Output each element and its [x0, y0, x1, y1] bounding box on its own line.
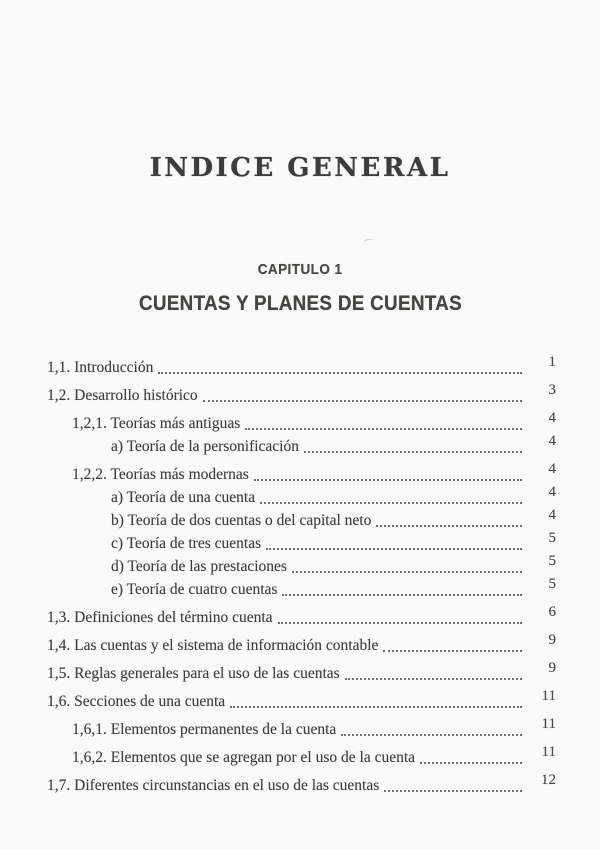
toc-entry: [47, 746, 556, 769]
toc-entry-page-number: 5: [548, 553, 556, 569]
toc-entry-label: 1,6,1. Elementos permanentes de la cuenta: [72, 721, 337, 738]
toc-entry-label: 1,6,2. Elementos que se agregan por el uso de la cuenta: [72, 749, 416, 766]
dotted-leader: [304, 451, 522, 453]
toc-entry-label: 1,6. Secciones de una cuenta: [47, 693, 226, 710]
toc-entry-label: c) Teoría de tres cuentas: [111, 535, 262, 552]
toc-entry-label: 1,3. Definiciones del término cuenta: [47, 609, 273, 626]
toc-entry: [47, 412, 556, 435]
toc-entry-label: b) Teoría de dos cuentas o del capital neto: [111, 512, 372, 529]
toc-entry-label: 1,2. Desarrollo histórico: [47, 387, 198, 404]
chapter-title: [0, 292, 600, 316]
toc-entry-label: 1,1. Introducción: [47, 359, 154, 376]
toc-entry-page-number: 4: [548, 484, 556, 500]
chapter-label-text: CAPITULO 1: [257, 261, 343, 278]
toc-entry: [47, 463, 556, 486]
toc-entry: [47, 555, 556, 578]
toc-entry: [47, 509, 556, 532]
dotted-leader: [292, 571, 522, 573]
dotted-leader: [230, 706, 522, 708]
toc-entry-label: 1,7. Diferentes circunstancias en el uso de las cuentas: [47, 777, 380, 794]
dotted-leader: [158, 372, 522, 374]
toc-entry-page-number: 6: [548, 604, 556, 620]
chapter-label: [0, 261, 600, 278]
dotted-leader: [420, 762, 522, 764]
toc-entry-label: e) Teoría de cuatro cuentas: [111, 581, 278, 598]
toc-entry-page-number: 4: [548, 507, 556, 523]
dotted-leader: [345, 678, 522, 680]
toc-entry-page-number: 9: [548, 632, 556, 648]
chapter-title-text: CUENTAS Y PLANES DE CUENTAS: [138, 292, 462, 315]
scan-smudge-artifact: [363, 238, 375, 245]
toc-entry: [47, 356, 556, 379]
toc-entry-label: 1,5. Reglas generales para el uso de las cuentas: [47, 665, 340, 682]
toc-entry: [47, 435, 556, 458]
toc-entry-label: a) Teoría de una cuenta: [111, 489, 256, 506]
toc-entry-page-number: 11: [541, 688, 556, 704]
toc-entry-page-number: 4: [548, 433, 556, 449]
toc-entry-label: 1,2,2. Teorías más modernas: [72, 466, 249, 483]
toc-entry-page-number: 11: [541, 744, 556, 760]
toc-entry-page-number: 4: [548, 461, 556, 477]
toc-entry-label: 1,2,1. Teorías más antiguas: [72, 415, 241, 432]
toc-entry-page-number: 9: [548, 660, 556, 676]
toc-entry-label: 1,4. Las cuentas y el sistema de información contable: [47, 637, 379, 654]
toc-entry-page-number: 12: [541, 772, 556, 788]
toc-entry: [47, 532, 556, 555]
dotted-leader: [384, 790, 522, 792]
table-of-contents: [47, 356, 556, 797]
toc-entry: [47, 384, 556, 407]
toc-entry: [47, 774, 556, 797]
dotted-leader: [282, 594, 522, 596]
toc-entry-page-number: 11: [541, 716, 556, 732]
toc-entry-page-number: 5: [548, 530, 556, 546]
dotted-leader: [254, 479, 522, 481]
dotted-leader: [203, 400, 522, 402]
toc-entry: [47, 718, 556, 741]
toc-entry: [47, 606, 556, 629]
dotted-leader: [266, 548, 522, 550]
toc-entry-page-number: 3: [548, 382, 556, 398]
dotted-leader: [260, 502, 522, 504]
dotted-leader: [341, 734, 522, 736]
toc-entry: [47, 662, 556, 685]
toc-entry: [47, 690, 556, 713]
toc-entry-label: a) Teoría de la personificación: [111, 438, 299, 455]
dotted-leader: [376, 525, 522, 527]
page-title: INDICE GENERAL: [149, 153, 451, 184]
toc-entry-page-number: 4: [548, 410, 556, 426]
toc-entry: [47, 578, 556, 601]
toc-entry: [47, 486, 556, 509]
toc-entry-page-number: 1: [548, 354, 556, 370]
toc-entry-page-number: 5: [548, 576, 556, 592]
toc-entry-label: d) Teoría de las prestaciones: [111, 558, 287, 575]
dotted-leader: [278, 622, 522, 624]
dotted-leader: [383, 650, 522, 652]
dotted-leader: [245, 428, 522, 430]
toc-entry: [47, 634, 556, 657]
